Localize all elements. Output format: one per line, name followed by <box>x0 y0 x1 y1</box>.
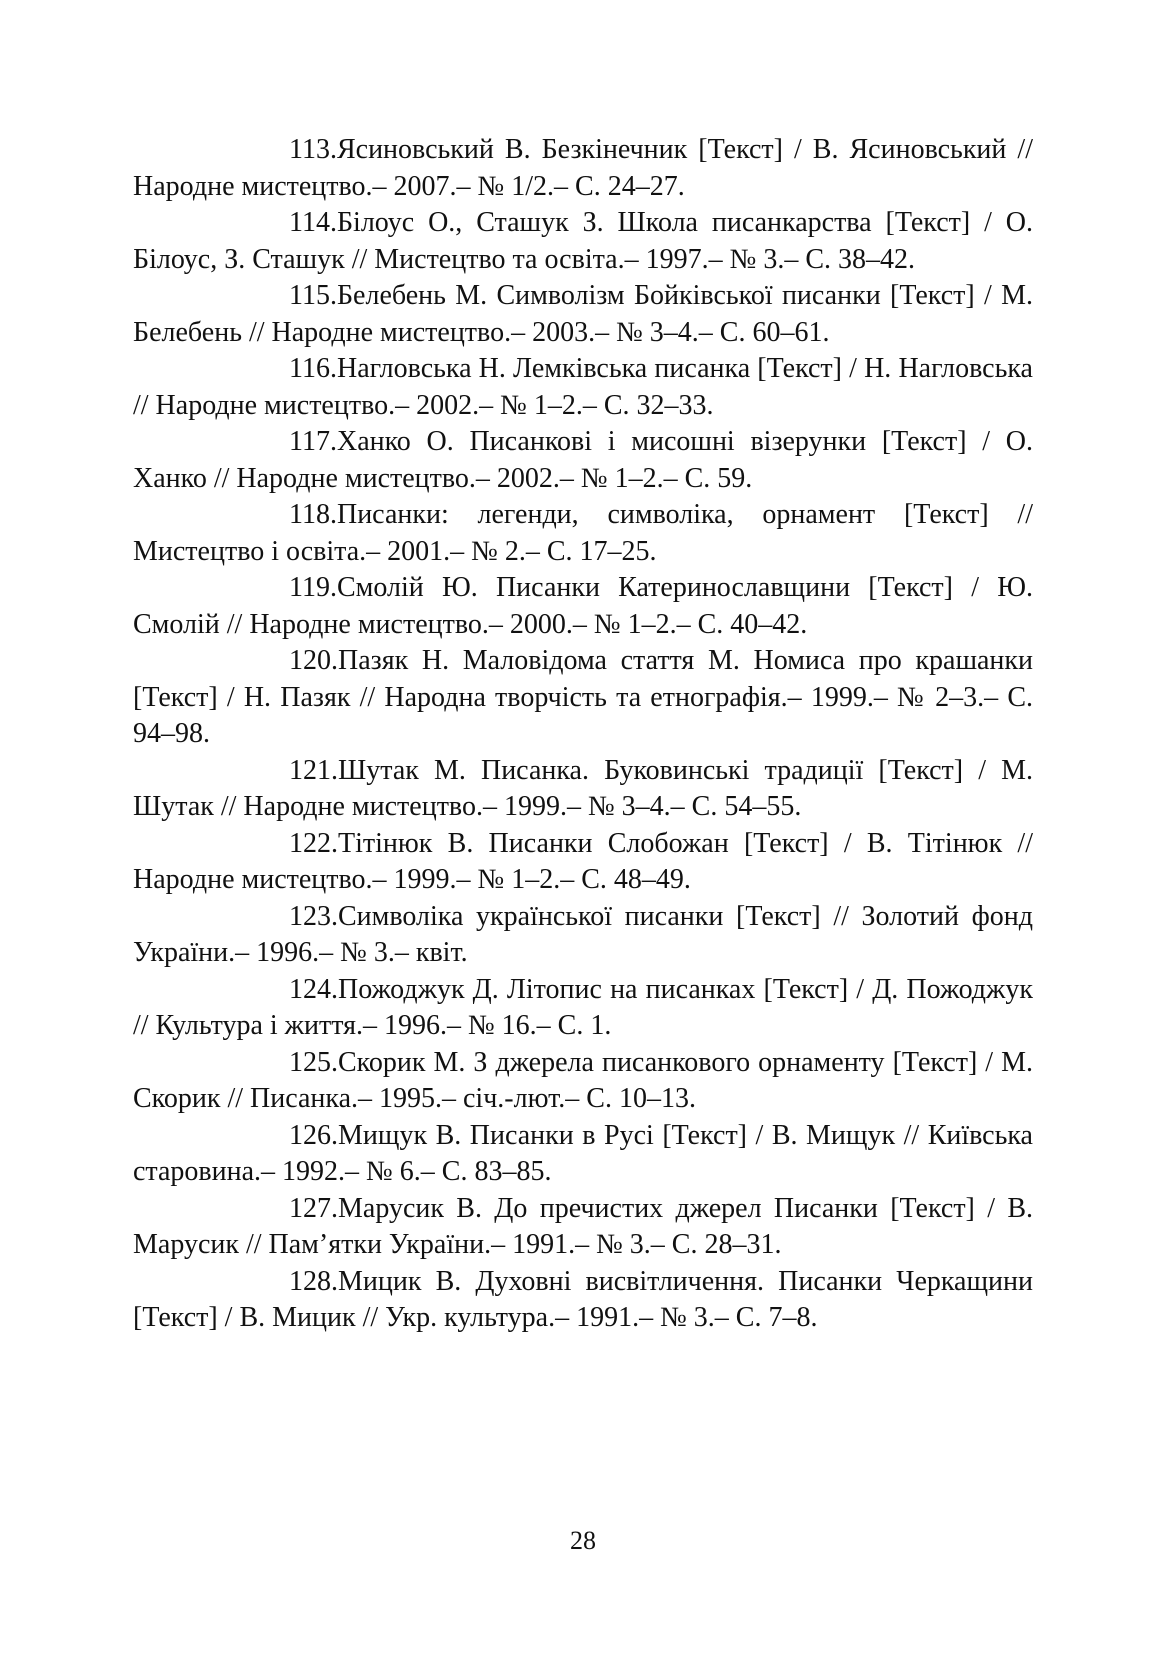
bibliography-entry <box>133 132 1033 205</box>
entry-text: Ясиновський В. Безкінечник [Текст] / В. Ясиновський // Народне мистецтво.– 2007.– № 1/2.– С. 24–27. <box>133 134 1033 202</box>
entry-text: Скорик М. З джерела писанкового орнаменту [Текст] / М. Скорик // Писанка.– 1995.– січ.-лют.– С. 10–13. <box>133 1046 1033 1114</box>
entry-number: 126. <box>289 1119 338 1151</box>
bibliography-entry <box>133 424 1033 497</box>
entry-text: Шутак М. Писанка. Буковинські традиції [Текст] / М. Шутак // Народне мистецтво.– 1999.– № 3–4.– С. 54–55. <box>133 754 1033 822</box>
bibliography-list <box>133 132 1033 1337</box>
entry-number: 124. <box>289 973 338 1005</box>
bibliography-entry <box>133 497 1033 570</box>
entry-number: 127. <box>289 1192 338 1224</box>
entry-number: 114. <box>289 207 337 238</box>
bibliography-entry <box>133 1118 1033 1191</box>
bibliography-entry <box>133 1045 1033 1118</box>
entry-text: Мицик В. Духовні висвітличення. Писанки Черкащини [Текст] / В. Мицик // Укр. культура.– 1991.– № 3.– С. 7–8. <box>133 1265 1033 1333</box>
entry-text: Тітінюк В. Писанки Слобожан [Текст] / В. Тітінюк // Народне мистецтво.– 1999.– № 1–2.– С. 48–49. <box>133 827 1033 895</box>
bibliography-entry <box>133 972 1033 1045</box>
bibliography-entry <box>133 278 1033 351</box>
entry-number: 116. <box>289 353 337 384</box>
entry-text: Символіка української писанки [Текст] // Золотий фонд України.– 1996.– № 3.– квіт. <box>133 900 1033 968</box>
bibliography-entry <box>133 899 1033 972</box>
entry-text: Смолій Ю. Писанки Катеринославщини [Текст] / Ю. Смолій // Народне мистецтво.– 2000.– № 1–2.– С. 40–42. <box>133 572 1033 640</box>
bibliography-entry <box>133 1191 1033 1264</box>
entry-text: Марусик В. До пречистих джерел Писанки [Текст] / В. Марусик // Пам’ятки України.– 1991.– № 3.– С. 28–31. <box>133 1192 1033 1260</box>
entry-text: Белебень М. Символізм Бойківської писанки [Текст] / М. Белебень // Народне мистецтво.– 2003.– № 3–4.– С. 60–61. <box>133 280 1033 348</box>
entry-number: 115. <box>289 280 337 311</box>
entry-number: 121. <box>289 754 338 786</box>
entry-number: 123. <box>289 900 338 932</box>
entry-text: Білоус О., Сташук З. Школа писанкарства [Текст] / О. Білоус, З. Сташук // Мистецтво та освіта.– 1997.– № 3.– С. 38–42. <box>133 207 1033 275</box>
entry-number: 128. <box>289 1265 338 1297</box>
entry-text: Писанки: легенди, символіка, орнамент [Текст] // Мистецтво і освіта.– 2001.– № 2.– С. 17–25. <box>133 499 1033 567</box>
entry-text: Пазяк Н. Маловідома стаття М. Номиса про крашанки [Текст] / Н. Пазяк // Народна творчість та етнографія.– 1999.– № 2–3.– С. 94–98. <box>133 645 1033 749</box>
entry-number: 118. <box>289 499 337 530</box>
entry-number: 117. <box>289 426 337 457</box>
bibliography-entry <box>133 1264 1033 1337</box>
entry-number: 119. <box>289 572 337 603</box>
entry-number: 122. <box>289 827 338 859</box>
page-number: 28 <box>570 1526 596 1555</box>
bibliography-entry <box>133 570 1033 643</box>
entry-text: Пожоджук Д. Літопис на писанках [Текст] / Д. Пожоджук // Культура і життя.– 1996.– № 16.– С. 1. <box>133 973 1033 1041</box>
entry-text: Ханко О. Писанкові і мисошні візерунки [Текст] / О. Ханко // Народне мистецтво.– 2002.– № 1–2.– С. 59. <box>133 426 1033 494</box>
entry-number: 113. <box>289 134 337 165</box>
bibliography-entry <box>133 753 1033 826</box>
entry-number: 125. <box>289 1046 338 1078</box>
bibliography-entry <box>133 826 1033 899</box>
bibliography-entry <box>133 351 1033 424</box>
entry-text: Мищук В. Писанки в Русі [Текст] / В. Мищук // Київська старовина.– 1992.– № 6.– С. 83–85. <box>133 1119 1033 1187</box>
entry-text: Нагловська Н. Лемківська писанка [Текст] / Н. Нагловська // Народне мистецтво.– 2002.– № 1–2.– С. 32–33. <box>133 353 1033 421</box>
entry-number: 120. <box>289 645 338 676</box>
bibliography-entry <box>133 643 1033 753</box>
bibliography-entry <box>133 205 1033 278</box>
